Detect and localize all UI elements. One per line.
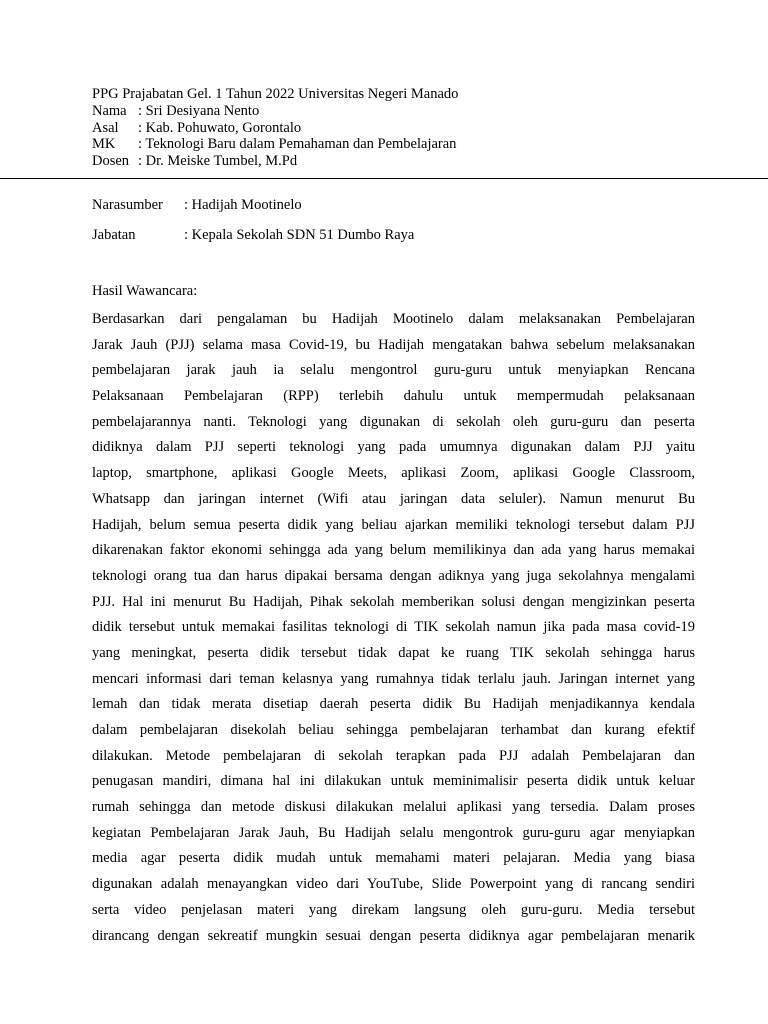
narasumber-row: [92, 197, 302, 214]
header-key: Asal: [92, 119, 119, 136]
paragraph-line: dalam pembelajaran disekolah beliau sehingga pembelajaran terhambat dan kurang efektif: [92, 722, 695, 738]
header-value: : Dr. Meiske Tumbel, M.Pd: [138, 153, 298, 170]
paragraph-line: dilakukan. Metode pembelajaran di sekolah terapkan pada PJJ adalah Pembelajaran dan: [92, 747, 695, 764]
paragraph-line: Jarak Jauh (PJJ) selama masa Covid-19, bu Hadijah mengatakan bahwa sebelum melaksanakan: [92, 336, 695, 353]
paragraph-line: Berdasarkan dari pengalaman bu Hadijah Mootinelo dalam melaksanakan Pembelajaran: [92, 311, 695, 327]
paragraph-line: teknologi orang tua dan harus dipakai bersama dengan adiknya yang juga sekolahnya mengalami: [92, 567, 695, 584]
paragraph-line: yang meningkat, peserta didik tersebut tidak dapat ke ruang TIK sekolah sehingga harus: [92, 644, 695, 661]
header-row-dosen: [92, 153, 458, 170]
paragraph-line: didik tersebut untuk memakai fasilitas teknologi di TIK sekolah namun jika pada masa covid-19: [92, 619, 695, 636]
header-key: MK: [92, 136, 116, 153]
paragraph-line: mencari informasi dari teman kelasnya yang rumahnya tidak terlalu jauh. Jaringan internet yang: [92, 670, 695, 687]
jabatan-row: [92, 227, 414, 244]
header-row-asal: [92, 120, 458, 137]
header-key: Nama: [92, 102, 127, 119]
paragraph-line: didiknya dalam PJJ seperti teknologi yang pada umumnya digunakan dalam PJJ yaitu: [92, 439, 695, 456]
paragraph-line: penugasan mandiri, dimana hal ini dilakukan untuk meminimalisir peserta didik untuk keluar: [92, 773, 695, 790]
program-line: PPG Prajabatan Gel. 1 Tahun 2022 Universitas Negeri Manado: [92, 86, 459, 102]
paragraph-line: Whatsapp dan jaringan internet (Wifi atau jaringan data seluler). Namun menurut Bu: [92, 490, 695, 507]
header-value: : Sri Desiyana Nento: [138, 102, 260, 119]
header-key: Dosen: [92, 153, 130, 170]
paragraph-line: kegiatan Pembelajaran Jarak Jauh, Bu Hadijah selalu mengontrok guru-guru agar menyiapkan: [92, 824, 695, 841]
document-header: [92, 86, 458, 170]
header-divider: [0, 178, 768, 179]
section-title: Hasil Wawancara:: [92, 283, 198, 299]
paragraph-line: Pelaksanaan Pembelajaran (RPP) terlebih dahulu untuk mempermudah pelaksanaan: [92, 388, 695, 405]
body-paragraph: [92, 307, 695, 949]
paragraph-line: Hadijah, belum semua peserta didik yang beliau ajarkan memiliki teknologi tersebut dalam PJJ: [92, 516, 695, 533]
paragraph-line: serta video penjelasan materi yang direkam langsung oleh guru-guru. Media tersebut: [92, 901, 695, 918]
paragraph-line: dirancang dengan sekreatif mungkin sesuai dengan peserta didiknya agar pembelajaran menarik: [92, 927, 695, 944]
header-row-mk: [92, 136, 458, 153]
header-row-nama: [92, 103, 458, 120]
header-value: : Kab. Pohuwato, Gorontalo: [138, 119, 302, 136]
paragraph-line: rumah sehingga dan metode diskusi dilakukan melalui aplikasi yang tersedia. Dalam proses: [92, 799, 695, 816]
paragraph-line: pembelajaran jarak jauh ia selalu mengontrol guru-guru untuk menyiapkan Rencana: [92, 362, 695, 379]
paragraph-line: laptop, smartphone, aplikasi Google Meets, aplikasi Zoom, aplikasi Google Classroom,: [92, 465, 695, 482]
paragraph-line: dikarenakan faktor ekonomi sehingga ada yang belum memilikinya dan ada yang harus memakai: [92, 542, 695, 559]
paragraph-line: digunakan adalah menayangkan video dari YouTube, Slide Powerpoint yang di rancang sendiri: [92, 876, 695, 893]
paragraph-line: PJJ. Hal ini menurut Bu Hadijah, Pihak sekolah memberikan solusi dengan mengizinkan peserta: [92, 593, 695, 610]
paragraph-line: media agar peserta didik mudah untuk memahami materi pelajaran. Media yang biasa: [92, 850, 695, 867]
jabatan-value: : Kepala Sekolah SDN 51 Dumbo Raya: [184, 227, 415, 243]
narasumber-value: : Hadijah Mootinelo: [184, 197, 302, 213]
jabatan-label: Jabatan: [92, 227, 136, 243]
paragraph-line: pembelajarannya nanti. Teknologi yang digunakan di sekolah oleh guru-guru dan peserta: [92, 413, 695, 430]
paragraph-line: lemah dan tidak merata disetiap daerah peserta didik Bu Hadijah menjadikannya kendala: [92, 696, 695, 713]
narasumber-label: Narasumber: [92, 197, 163, 213]
header-value: : Teknologi Baru dalam Pemahaman dan Pembelajaran: [138, 136, 457, 153]
